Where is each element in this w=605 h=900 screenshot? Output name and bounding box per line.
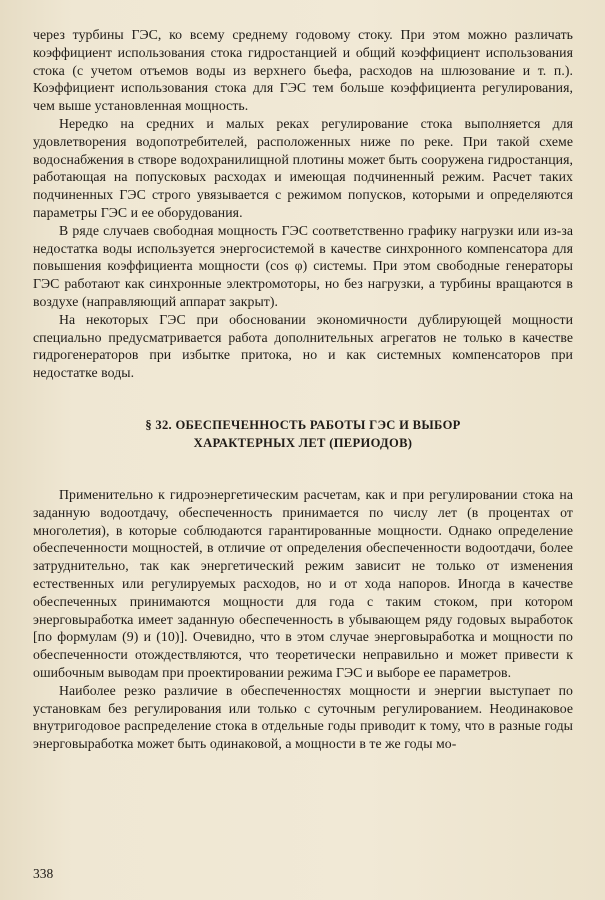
page-number: 338 [33,866,54,881]
page-content [33,26,573,753]
paragraph: Нередко на средних и малых реках регулирование стока выполняется для удовлетворения водопотребителей, расположенных ниже по реке. При такой схеме водоснабжения в створе водохранилищной плотины может быть сооружена гидростанция, работающая на попусковых расходах и имеющая подчиненный режим. Расчет таких подчиненных ГЭС строго увязывается с режимом попусков, которыми и определяются параметры ГЭС и ее оборудования. [33,115,573,220]
paragraph: Наиболее резко различие в обеспеченностях мощности и энергии выступает по установкам без регулирования или только с суточным регулированием. Неодинаковое внутригодовое распределение стока в отдельные годы приводит к тому, что в разные годы энерговыработка может быть одинаковой, а мощности в те же годы мо- [33,682,573,752]
paragraph: В ряде случаев свободная мощность ГЭС соответственно графику нагрузки или из-за недостатка воды используется энергосистемой в качестве синхронного компенсатора для повышения коэффициента мощности (cos φ) системы. При этом свободные генераторы ГЭС работают как синхронные электромоторы, но без нагрузки, а турбины вращаются в воздухе (направляющий аппарат закрыт). [33,222,573,309]
paragraph: На некоторых ГЭС при обосновании экономичности дублирующей мощности специально предусматривается работа дополнительных агрегатов не только в качестве гидрогенераторов при избытке притока, но и как системных компенсаторов при недостатке воды. [33,311,573,381]
section-heading-line1: § 32. ОБЕСПЕЧЕННОСТЬ РАБОТЫ ГЭС И ВЫБОР [145,417,461,432]
paragraph: Применительно к гидроэнергетическим расчетам, как и при регулировании стока на заданную водоотдачу, обеспеченность принимается по числу лет (в процентах от многолетия), в которые соблюдаются гарантированные мощности. Однако определение обеспеченности мощностей, в отличие от определения обеспеченности водоотдачи, более затруднительно, так как энергетический режим зависит не только от изменения естественных или регулируемых расходов, но и от хода напоров. Иногда в качестве обеспеченных принимаются мощности для года с таким стоком, при котором энерговыработка имеет заданную обеспеченность в убывающем ряду годовых выработок [по формулам (9) и (10)]. Очевидно, что в этом случае энерговыработка и мощности по обеспеченности отождествляются, что теоретически неправильно и может привести к ошибочным выводам при проектировании режима ГЭС и выборе ее параметров. [33,486,573,680]
paragraph: через турбины ГЭС, ко всему среднему годовому стоку. При этом можно различать коэффициент использования стока гидростанцией и общий коэффициент использования стока (с учетом отъемов воды из верхнего бьефа, расходов на шлюзование и т. п.). Коэффициент использования стока для ГЭС тем больше коэффициента регулирования, чем выше установленная мощность. [33,27,573,114]
section-heading-line2: ХАРАКТЕРНЫХ ЛЕТ (ПЕРИОДОВ) [193,435,413,450]
